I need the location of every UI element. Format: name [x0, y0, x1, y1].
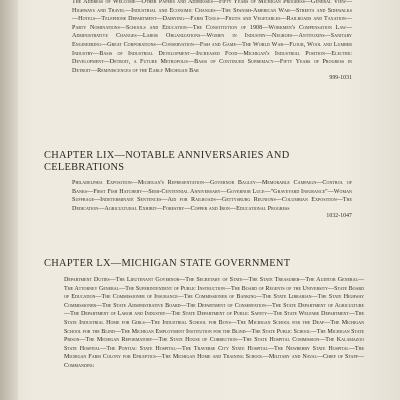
chapter-lx-contents [64, 276, 364, 371]
chapter-lix-topics: Philadelphia Exposition—Michigan's Representation—Governor Bagley—Memorable Campaign—Control of Banks—First Fish Hatchery—Semi-Centennial Anniversary—Governor Luce—"Graveyard Insurance"—Woman Suffrage—Indeterminate Sentences—Aid for Railroads—Gettysburg Reunions—Columbian Exposition—The Dedication—Agricultural Exhibit—Forestry—Copper and Iron—Educational Progress [72, 180, 352, 212]
page-range: 999-1031 [329, 75, 352, 82]
chapter-heading-lix: CHAPTER LIX—NOTABLE ANNIVERSARIES AND CELEBRATIONS [44, 150, 290, 173]
chapter-heading-lx: CHAPTER LX—MICHIGAN STATE GOVERNMENT [44, 258, 291, 269]
chapter-lix-contents [72, 179, 352, 220]
chapter-lx-topics: Department Duties—The Lieutenant Governor—The Secretary of State—The State Treasurer—The Auditor General—The Attorney General—The Superintendent of Public Instruction—The Board of Regents of the University—State Board of Education—The Commissioner of Insurance—The Commissioner of Banking—The State Librarian—The State Highway Commissioner—The State Administrative Board—The Department of Conservation—The State Department of Agriculture—The Department of Labor and Industry—The State Department of Public Safety—The State Welfare Department—The State Industrial Home for Girls—The Industrial School for Boys—The Michigan School for the Deaf—The Michigan School for the Blind—The Michigan Employment Institution for the Blind—The State Public School—The Michigan State Prison—The Michigan Reformatory—The State House of Correction—The State Hospital Commission—The Kalamazoo State Hospital—The Pontiac State Hospital—The Traverse City State Hospital—The Newberry State Hospital—The Michigan Farm Colony for Epileptics—The Michigan Home and Training School—Military and Naval—Chief of Staff—Commanding [64, 277, 364, 369]
contents-summary-text: The Address of Welcome—Other Papers and Addresses—Fifty Years of Michigan Progress—General View—Highways and Travel—Industrial and Economic Changes—The Spanish-American War—Streets and Sidewalks—Hotels—Telephone Department—Dairying—Farm Tools—Fruits and Vegetables—Railroads and Taxation—Party Nominations—Schools and Education—The Constitution of 1908—Workmen's Compensation Law—Administrative Changes—Labor Organizations—Women in Industry—Negroes—Antitoxins—Sanitary Engineering—Great Corporations—Conservation—Fish and Game—The World War—Flour, Wool and Lumber Industry—Basis of Industrial Development—Increased Food—Michigan's Industrial Position—Electric Development—Detroit, a Future Metropolis—Basis of Continued Supremacy—Fifty Years of Progress in Detroit—Reminiscences of the Early Michigan Bar [72, 0, 352, 74]
chapter-contents-summary [72, 0, 352, 82]
book-spine-shadow [0, 0, 18, 400]
chapter-lix-page-range: 1032-1047 [326, 213, 352, 220]
